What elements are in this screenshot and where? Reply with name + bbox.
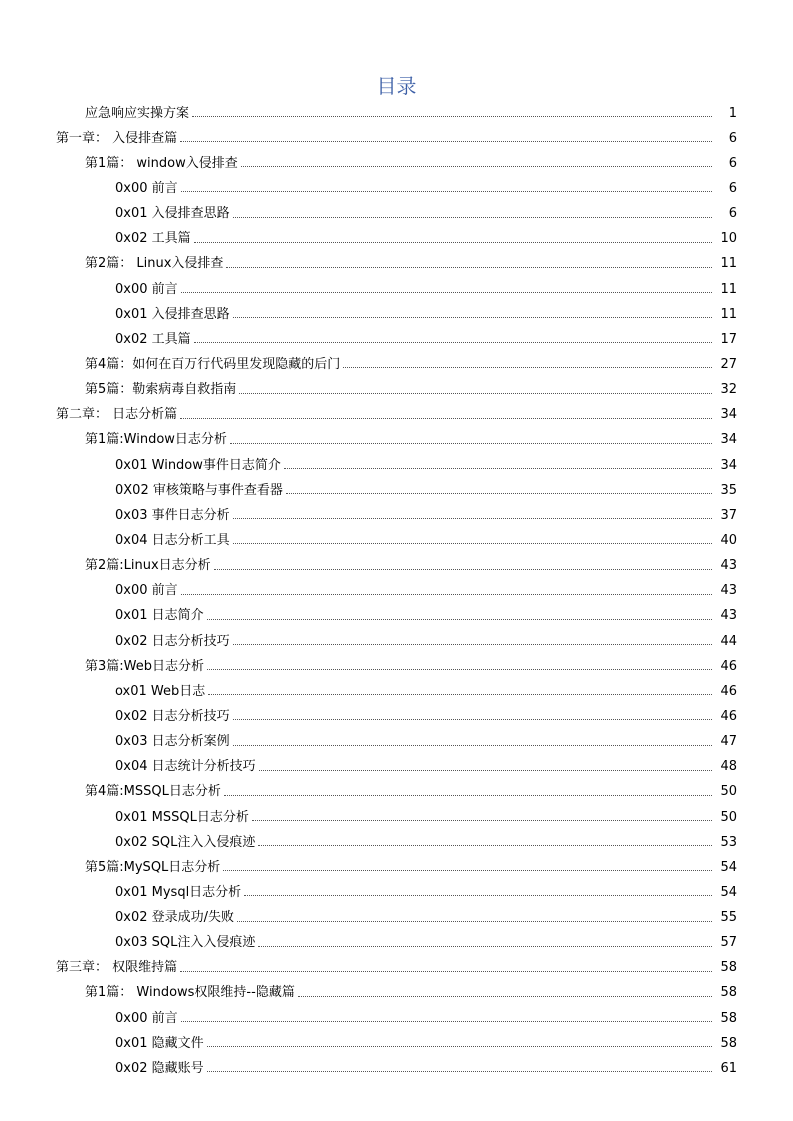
toc-entry[interactable]: [115, 704, 793, 729]
toc-entry[interactable]: [115, 1056, 793, 1081]
toc-entry-label: 第1篇:Window日志分析: [85, 432, 227, 448]
toc-entry-page-number: 6: [728, 180, 737, 196]
dot-leader: [298, 996, 712, 997]
dot-leader: [233, 719, 712, 720]
dot-leader: [252, 820, 712, 821]
toc-entry-page-number: 43: [720, 558, 737, 574]
dot-leader: [233, 644, 712, 645]
toc-entry-label: 0x02 工具篇: [115, 231, 191, 247]
toc-entry-page-number: 6: [728, 206, 737, 222]
toc-entry-page-number: 10: [720, 231, 737, 247]
toc-entry-label: 应急响应实操方案: [85, 105, 190, 121]
toc-entry-label: 0x03 SQL注入入侵痕迹: [115, 935, 256, 951]
dot-leader: [286, 493, 712, 494]
toc-entry-page-number: 46: [720, 658, 737, 674]
toc-entry-label: 0x00 前言: [115, 583, 178, 599]
toc-entry-label: 0x04 日志统计分析技巧: [115, 759, 256, 775]
toc-entry-page-number: 34: [720, 432, 737, 448]
toc-entry-page-number: 11: [720, 306, 737, 322]
toc-entry-page-number: 58: [720, 960, 737, 976]
toc-entry[interactable]: [115, 1006, 793, 1031]
toc-entry-label: 0x01 入侵排查思路: [115, 306, 230, 322]
dot-leader: [224, 795, 712, 796]
toc-entry-label: 0x01 入侵排查思路: [115, 206, 230, 222]
toc-entry-page-number: 43: [720, 583, 737, 599]
toc-entry[interactable]: [85, 855, 793, 880]
toc-entry[interactable]: [85, 554, 793, 579]
toc-entry[interactable]: [56, 956, 793, 981]
toc-entry-label: 0x01 Mysql日志分析: [115, 884, 242, 900]
toc-entry-label: 第1篇： window入侵排查: [85, 155, 238, 171]
dot-leader: [244, 895, 712, 896]
toc-entry-page-number: 58: [720, 1035, 737, 1051]
dot-leader: [192, 116, 712, 117]
dot-leader: [207, 619, 712, 620]
toc-entry-label: 第5篇：勒索病毒自救指南: [85, 382, 237, 398]
toc-entry-label: 第三章： 权限维持篇: [56, 960, 178, 976]
dot-leader: [233, 317, 712, 318]
toc-entry[interactable]: [115, 906, 793, 931]
toc-entry-label: 0x00 前言: [115, 281, 178, 297]
toc-entry-label: 第4篇:MSSQL日志分析: [85, 784, 221, 800]
toc-entry-label: 0x01 隐藏文件: [115, 1035, 204, 1051]
toc-entry-page-number: 58: [720, 1010, 737, 1026]
toc-entry-label: 0X02 审核策略与事件查看器: [115, 482, 283, 498]
toc-entry[interactable]: [115, 327, 793, 352]
toc-entry[interactable]: [56, 403, 793, 428]
toc-entry-page-number: 61: [720, 1060, 737, 1076]
toc-title: 目录: [376, 74, 417, 98]
toc-entry-page-number: 46: [720, 708, 737, 724]
dot-leader: [226, 267, 712, 268]
toc-entry[interactable]: [115, 503, 793, 528]
dot-leader: [181, 191, 712, 192]
toc-entry-label: 0x03 事件日志分析: [115, 507, 230, 523]
dot-leader: [207, 1046, 712, 1047]
dot-leader: [194, 342, 712, 343]
dot-leader: [180, 418, 712, 419]
dot-leader: [259, 770, 712, 771]
dot-leader: [180, 141, 712, 142]
toc-entry-page-number: 54: [720, 884, 737, 900]
toc-entry[interactable]: [115, 277, 793, 302]
toc-entry-page-number: 27: [720, 356, 737, 372]
dot-leader: [284, 468, 712, 469]
toc-entry-label: 0x01 MSSQL日志分析: [115, 809, 249, 825]
toc-entry-page-number: 47: [720, 734, 737, 750]
toc-entry-page-number: 11: [720, 281, 737, 297]
toc-entry-label: 0x02 隐藏账号: [115, 1060, 204, 1076]
toc-entry-page-number: 58: [720, 985, 737, 1001]
toc-entry-page-number: 53: [720, 834, 737, 850]
toc-entry-page-number: 46: [720, 683, 737, 699]
toc-entry-label: 0x02 登录成功/失败: [115, 910, 235, 926]
toc-entry[interactable]: [115, 604, 793, 629]
toc-entry[interactable]: [115, 579, 793, 604]
toc-entry-label: 第一章： 入侵排查篇: [56, 130, 178, 146]
toc-entry-page-number: 57: [720, 935, 737, 951]
toc-entry-page-number: 40: [720, 532, 737, 548]
toc-entry[interactable]: [115, 931, 793, 956]
dot-leader: [237, 921, 712, 922]
dot-leader: [233, 543, 712, 544]
toc-entry[interactable]: [115, 730, 793, 755]
dot-leader: [258, 845, 712, 846]
toc-entry[interactable]: [115, 176, 793, 201]
toc-entry-label: 0x00 前言: [115, 1010, 178, 1026]
toc-entry-label: 第2篇： Linux入侵排查: [85, 256, 224, 272]
toc-entry-page-number: 34: [720, 407, 737, 423]
toc-entry[interactable]: [85, 428, 793, 453]
dot-leader: [207, 1071, 712, 1072]
toc-entry-label: 第二章： 日志分析篇: [56, 407, 178, 423]
dot-leader: [194, 242, 712, 243]
toc-entry-label: 第3篇:Web日志分析: [85, 658, 204, 674]
dot-leader: [241, 166, 712, 167]
toc-entry-page-number: 50: [720, 784, 737, 800]
toc-entry-label: 第5篇:MySQL日志分析: [85, 859, 221, 875]
toc-entry-page-number: 55: [720, 910, 737, 926]
toc-entry-label: 0x00 前言: [115, 180, 178, 196]
dot-leader: [239, 393, 712, 394]
dot-leader: [208, 694, 712, 695]
toc-entry-page-number: 44: [720, 633, 737, 649]
dot-leader: [181, 292, 712, 293]
dot-leader: [223, 870, 712, 871]
toc-entry[interactable]: [85, 378, 793, 403]
toc-entry[interactable]: [115, 227, 793, 252]
toc-entry-label: 第4篇：如何在百万行代码里发现隐藏的后门: [85, 356, 341, 372]
toc-entry-label: 0x02 工具篇: [115, 331, 191, 347]
toc-entry[interactable]: [115, 679, 793, 704]
toc-entry-page-number: 37: [720, 507, 737, 523]
dot-leader: [214, 569, 712, 570]
toc-entry-page-number: 54: [720, 859, 737, 875]
toc-entry[interactable]: [115, 755, 793, 780]
toc-entry[interactable]: [115, 1031, 793, 1056]
dot-leader: [181, 594, 712, 595]
toc-entry-page-number: 32: [720, 382, 737, 398]
toc-entry-page-number: 43: [720, 608, 737, 624]
toc-entry[interactable]: [115, 453, 793, 478]
toc-entry-page-number: 1: [728, 105, 737, 121]
toc-entry[interactable]: [115, 880, 793, 905]
toc-entry-page-number: 17: [720, 331, 737, 347]
toc-entry-page-number: 11: [720, 256, 737, 272]
dot-leader: [343, 367, 712, 368]
dot-leader: [181, 1021, 712, 1022]
toc-entry[interactable]: [115, 830, 793, 855]
toc-entry-label: 0x02 日志分析技巧: [115, 708, 230, 724]
toc-entry-label: 0x04 日志分析工具: [115, 532, 230, 548]
toc-entry[interactable]: [85, 252, 793, 277]
dot-leader: [233, 745, 712, 746]
toc-entry-label: 0x01 Window事件日志简介: [115, 457, 281, 473]
toc-entry-page-number: 34: [720, 457, 737, 473]
toc-entry-label: 第2篇:Linux日志分析: [85, 558, 211, 574]
toc-entry-label: 0x02 SQL注入入侵痕迹: [115, 834, 256, 850]
toc-entry-page-number: 6: [728, 155, 737, 171]
toc-entry[interactable]: [85, 780, 793, 805]
table-of-contents: [0, 101, 793, 1081]
dot-leader: [207, 669, 712, 670]
toc-entry[interactable]: [85, 101, 793, 126]
toc-entry[interactable]: [115, 805, 793, 830]
toc-entry-page-number: 6: [728, 130, 737, 146]
toc-entry-label: ox01 Web日志: [115, 683, 206, 699]
toc-entry[interactable]: [85, 981, 793, 1006]
toc-entry[interactable]: [85, 151, 793, 176]
toc-entry[interactable]: [85, 654, 793, 679]
toc-entry-page-number: 50: [720, 809, 737, 825]
toc-entry-label: 0x03 日志分析案例: [115, 734, 230, 750]
dot-leader: [258, 946, 712, 947]
dot-leader: [233, 217, 712, 218]
dot-leader: [233, 518, 712, 519]
toc-entry-page-number: 35: [720, 482, 737, 498]
toc-entry[interactable]: [115, 302, 793, 327]
toc-entry-label: 0x02 日志分析技巧: [115, 633, 230, 649]
toc-entry[interactable]: [85, 352, 793, 377]
toc-entry-label: 0x01 日志简介: [115, 608, 204, 624]
toc-entry-page-number: 48: [720, 759, 737, 775]
toc-entry[interactable]: [115, 629, 793, 654]
dot-leader: [180, 971, 712, 972]
toc-entry-label: 第1篇： Windows权限维持--隐藏篇: [85, 985, 295, 1001]
toc-entry[interactable]: [115, 478, 793, 503]
toc-entry[interactable]: [115, 202, 793, 227]
toc-entry[interactable]: [56, 126, 793, 151]
dot-leader: [230, 443, 712, 444]
toc-entry[interactable]: [115, 528, 793, 553]
